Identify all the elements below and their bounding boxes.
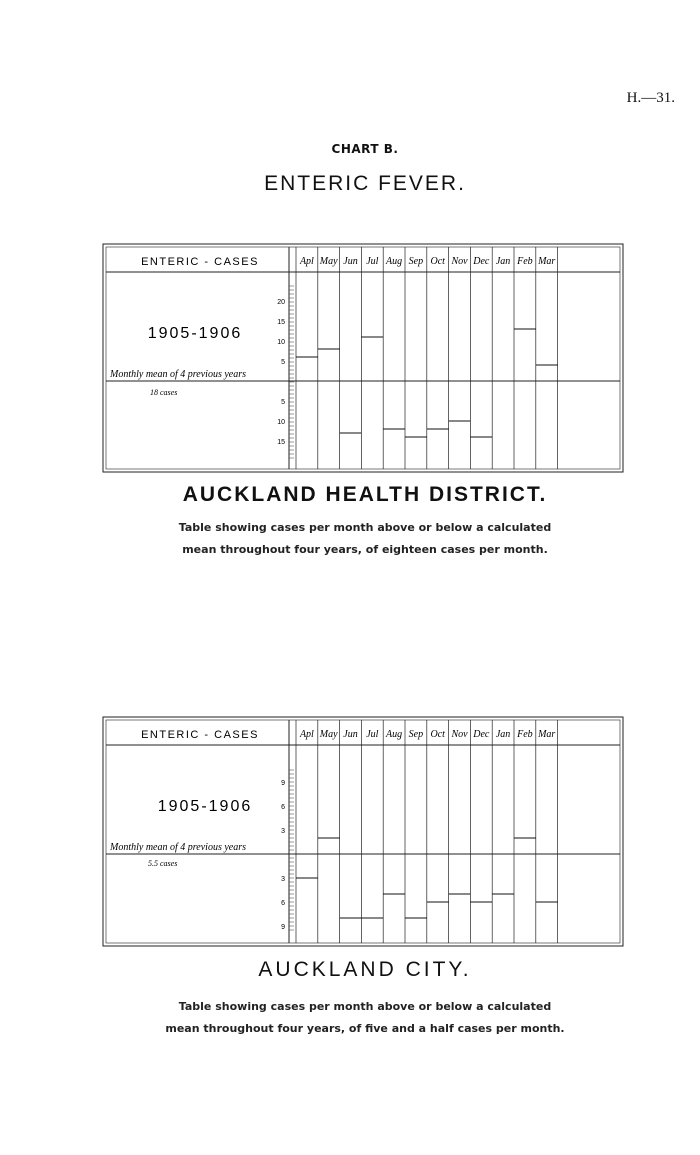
outer-border — [103, 717, 623, 946]
baseline-label: Monthly mean of 4 previous years — [110, 369, 246, 380]
month-label: Dec — [473, 729, 490, 740]
tick-label: 5 — [281, 399, 285, 406]
baseline-value-label: 5.5 cases — [148, 859, 178, 868]
month-label: Jun — [343, 729, 358, 740]
inner-border — [106, 720, 620, 943]
caption-line-2: mean throughout four years, of eighteen cases per month. — [182, 543, 548, 556]
month-label: Jan — [495, 729, 511, 740]
tick-label: 10 — [277, 339, 285, 346]
month-label: Apl — [299, 729, 314, 740]
month-label: Nov — [451, 729, 468, 740]
month-label: Mar — [538, 729, 556, 740]
tick-label: 3 — [281, 828, 285, 835]
month-labels — [299, 729, 555, 740]
page-reference: H.—31. — [626, 90, 675, 106]
header-label: ENTERIC - CASES — [141, 729, 259, 741]
caption-line-1: Table showing cases per month above or below a calculated — [178, 521, 552, 534]
tick-label: 15 — [277, 319, 285, 326]
tick-label: 15 — [277, 439, 285, 446]
header-label: ENTERIC - CASES — [141, 256, 259, 268]
baseline-value-label: 18 cases — [150, 388, 178, 397]
month-label: May — [319, 729, 338, 740]
month-label: Aug — [386, 256, 403, 267]
month-label: May — [319, 256, 338, 267]
chart-label: CHART B. — [331, 142, 399, 156]
main-title: ENTERIC FEVER. — [264, 172, 466, 195]
tick-label: 6 — [281, 804, 285, 811]
chart-frame — [103, 717, 623, 946]
month-label: Oct — [430, 729, 445, 740]
tick-label: 9 — [281, 780, 285, 787]
month-label: Jul — [366, 256, 379, 267]
section-title-health-district: AUCKLAND HEALTH DISTRICT. — [182, 483, 548, 506]
tick-label: 10 — [277, 419, 285, 426]
month-label: Aug — [386, 729, 403, 740]
month-label: Oct — [430, 256, 445, 267]
tick-label: 9 — [281, 924, 285, 931]
month-label: Sep — [408, 256, 424, 267]
month-label: Feb — [517, 729, 533, 740]
month-label: Mar — [538, 256, 556, 267]
tick-label: 5 — [281, 359, 285, 366]
y-ticks — [281, 770, 294, 931]
month-label: Dec — [473, 256, 490, 267]
period-label: 1905-1906 — [157, 798, 253, 815]
tick-label: 3 — [281, 876, 285, 883]
month-label: Feb — [517, 256, 533, 267]
month-label: Nov — [451, 256, 468, 267]
month-label: Jun — [343, 256, 358, 267]
section-title-auckland-city: AUCKLAND CITY. — [258, 958, 472, 981]
tick-label: 6 — [281, 900, 285, 907]
month-label: Jan — [495, 256, 511, 267]
caption-auckland-city — [0, 996, 700, 1040]
period-label: 1905-1906 — [147, 325, 243, 342]
month-label: Apl — [299, 256, 314, 267]
caption-line-1: Table showing cases per month above or below a calculated — [178, 1000, 552, 1013]
caption-line-2: mean throughout four years, of five and a half cases per month. — [165, 1022, 565, 1035]
baseline-label: Monthly mean of 4 previous years — [110, 842, 246, 853]
month-label: Sep — [408, 729, 424, 740]
month-label: Jul — [366, 729, 379, 740]
tick-label: 20 — [277, 299, 285, 306]
